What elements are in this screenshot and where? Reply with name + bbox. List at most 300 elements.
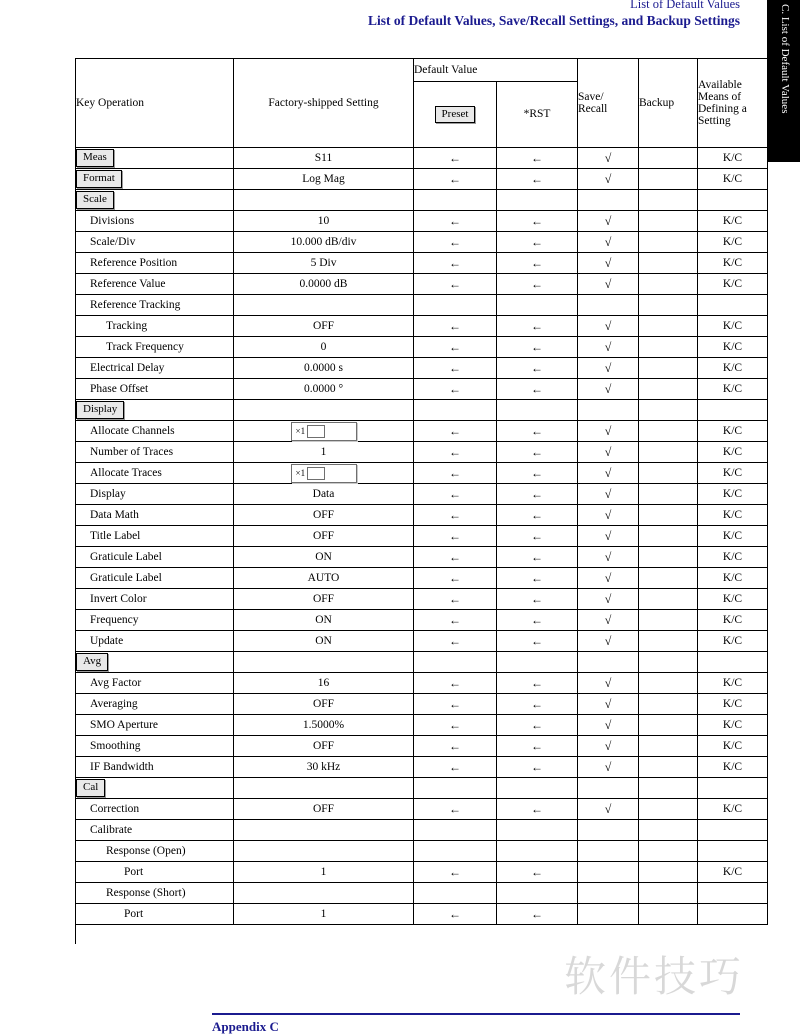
row-default-preset: ← <box>414 148 497 169</box>
row-save-recall: √ <box>578 736 639 757</box>
row-backup <box>639 694 698 715</box>
row-key-operation: Response (Open) <box>76 841 234 862</box>
table-row <box>76 841 768 862</box>
row-backup <box>639 148 698 169</box>
row-default-preset: ← <box>414 736 497 757</box>
row-default-rst <box>497 883 578 904</box>
allocate-layout-icon: ×1 <box>291 464 357 483</box>
side-tab <box>767 0 800 162</box>
row-default-preset: ← <box>414 589 497 610</box>
row-factory-setting: Log Mag <box>234 169 414 190</box>
row-key-operation: Divisions <box>76 211 234 232</box>
row-factory-setting <box>234 820 414 841</box>
row-default-rst: ← <box>497 631 578 652</box>
row-key-operation: IF Bandwidth <box>76 757 234 778</box>
footer-rule <box>212 1013 740 1015</box>
row-means: K/C <box>698 568 768 589</box>
row-default-preset: ← <box>414 421 497 442</box>
table-left-edge-continuation <box>75 900 76 944</box>
table-row <box>76 799 768 820</box>
allocate-layout-icon: ×1 <box>291 422 357 441</box>
row-factory-setting: 1.5000% <box>234 715 414 736</box>
row-default-preset: ← <box>414 463 497 484</box>
row-factory-setting: 16 <box>234 673 414 694</box>
row-save-recall: √ <box>578 673 639 694</box>
row-factory-setting: 5 Div <box>234 253 414 274</box>
row-default-preset <box>414 652 497 673</box>
row-default-rst: ← <box>497 610 578 631</box>
row-factory-setting: 0.0000 s <box>234 358 414 379</box>
means-line4: Setting <box>698 115 731 127</box>
row-save-recall: √ <box>578 232 639 253</box>
row-key-operation: Track Frequency <box>76 337 234 358</box>
row-save-recall: √ <box>578 589 639 610</box>
row-means: K/C <box>698 631 768 652</box>
row-key-operation: Graticule Label <box>76 547 234 568</box>
row-factory-setting: 1 <box>234 904 414 925</box>
row-default-preset: ← <box>414 442 497 463</box>
row-save-recall: √ <box>578 169 639 190</box>
row-default-rst: ← <box>497 673 578 694</box>
row-default-rst <box>497 652 578 673</box>
row-backup <box>639 421 698 442</box>
row-backup <box>639 295 698 316</box>
save-recall-line1: Save/ <box>578 91 604 103</box>
row-means: K/C <box>698 442 768 463</box>
row-save-recall: √ <box>578 442 639 463</box>
row-default-preset: ← <box>414 757 497 778</box>
row-key-operation: Avg Factor <box>76 673 234 694</box>
row-default-rst: ← <box>497 169 578 190</box>
row-key-operation: Response (Short) <box>76 883 234 904</box>
row-key-operation: Calibrate <box>76 820 234 841</box>
table-row <box>76 442 768 463</box>
row-default-rst <box>497 295 578 316</box>
row-default-rst: ← <box>497 862 578 883</box>
row-backup <box>639 841 698 862</box>
softkey-label: Display <box>76 401 124 419</box>
row-factory-setting: 30 kHz <box>234 757 414 778</box>
row-default-rst: ← <box>497 505 578 526</box>
row-key-operation: Frequency <box>76 610 234 631</box>
row-default-preset: ← <box>414 211 497 232</box>
row-factory-setting <box>234 295 414 316</box>
row-default-preset <box>414 190 497 211</box>
row-save-recall: √ <box>578 505 639 526</box>
row-default-rst <box>497 778 578 799</box>
row-means: K/C <box>698 148 768 169</box>
column-header-preset <box>414 81 497 147</box>
row-factory-setting: OFF <box>234 736 414 757</box>
row-default-rst: ← <box>497 274 578 295</box>
row-factory-setting: 10.000 dB/div <box>234 232 414 253</box>
row-save-recall: √ <box>578 253 639 274</box>
row-save-recall: √ <box>578 568 639 589</box>
table-row <box>76 673 768 694</box>
row-default-rst: ← <box>497 379 578 400</box>
row-means: K/C <box>698 463 768 484</box>
row-means: K/C <box>698 799 768 820</box>
row-backup <box>639 463 698 484</box>
row-default-preset <box>414 778 497 799</box>
row-means: K/C <box>698 379 768 400</box>
row-key-operation <box>76 400 234 421</box>
softkey-label: Format <box>76 170 122 188</box>
row-default-preset: ← <box>414 169 497 190</box>
table-row <box>76 190 768 211</box>
table-row <box>76 505 768 526</box>
page-header <box>0 0 800 40</box>
row-default-preset: ← <box>414 232 497 253</box>
row-save-recall: √ <box>578 379 639 400</box>
row-key-operation: SMO Aperture <box>76 715 234 736</box>
watermark: 软件技巧 <box>563 952 744 1001</box>
row-save-recall: √ <box>578 610 639 631</box>
row-save-recall <box>578 841 639 862</box>
row-save-recall <box>578 904 639 925</box>
row-default-preset <box>414 295 497 316</box>
row-factory-setting: ON <box>234 610 414 631</box>
row-means <box>698 883 768 904</box>
table-body <box>76 148 768 925</box>
row-backup <box>639 589 698 610</box>
row-backup <box>639 652 698 673</box>
table-row <box>76 484 768 505</box>
row-backup <box>639 799 698 820</box>
row-save-recall <box>578 295 639 316</box>
row-default-rst: ← <box>497 799 578 820</box>
row-means: K/C <box>698 358 768 379</box>
row-default-preset: ← <box>414 484 497 505</box>
row-means <box>698 841 768 862</box>
softkey-label: Scale <box>76 191 114 209</box>
row-factory-setting <box>234 841 414 862</box>
side-tab-label: C. List of Default Values <box>779 4 791 114</box>
row-default-preset: ← <box>414 799 497 820</box>
row-default-rst: ← <box>497 526 578 547</box>
row-default-preset: ← <box>414 694 497 715</box>
row-default-rst: ← <box>497 715 578 736</box>
row-save-recall: √ <box>578 211 639 232</box>
row-save-recall: √ <box>578 715 639 736</box>
table-row <box>76 316 768 337</box>
row-key-operation: Reference Value <box>76 274 234 295</box>
row-factory-setting: S11 <box>234 148 414 169</box>
table-row <box>76 652 768 673</box>
row-default-preset: ← <box>414 673 497 694</box>
row-means: K/C <box>698 589 768 610</box>
row-save-recall: √ <box>578 463 639 484</box>
row-means <box>698 295 768 316</box>
row-default-rst: ← <box>497 442 578 463</box>
row-backup <box>639 526 698 547</box>
row-save-recall <box>578 778 639 799</box>
table-row <box>76 295 768 316</box>
column-header-default-value: Default Value <box>414 59 578 82</box>
row-means: K/C <box>698 505 768 526</box>
table-row <box>76 211 768 232</box>
row-factory-setting: OFF <box>234 799 414 820</box>
row-factory-setting <box>234 400 414 421</box>
row-default-preset: ← <box>414 862 497 883</box>
row-backup <box>639 358 698 379</box>
row-save-recall: √ <box>578 358 639 379</box>
row-key-operation: Smoothing <box>76 736 234 757</box>
row-key-operation <box>76 190 234 211</box>
row-key-operation: Correction <box>76 799 234 820</box>
row-backup <box>639 673 698 694</box>
row-default-rst: ← <box>497 736 578 757</box>
row-key-operation <box>76 652 234 673</box>
preset-key-label: Preset <box>435 106 476 124</box>
row-means <box>698 820 768 841</box>
table-row <box>76 778 768 799</box>
row-backup <box>639 568 698 589</box>
row-default-rst <box>497 841 578 862</box>
row-backup <box>639 274 698 295</box>
row-key-operation: Scale/Div <box>76 232 234 253</box>
row-default-rst <box>497 400 578 421</box>
table-row <box>76 736 768 757</box>
row-save-recall <box>578 190 639 211</box>
row-factory-setting <box>234 883 414 904</box>
row-default-rst: ← <box>497 148 578 169</box>
row-default-rst: ← <box>497 316 578 337</box>
row-key-operation: Phase Offset <box>76 379 234 400</box>
row-backup <box>639 484 698 505</box>
row-backup <box>639 883 698 904</box>
row-default-preset: ← <box>414 274 497 295</box>
row-save-recall: √ <box>578 484 639 505</box>
row-backup <box>639 400 698 421</box>
table-row <box>76 463 768 484</box>
row-default-preset: ← <box>414 253 497 274</box>
row-factory-setting <box>234 463 414 484</box>
row-default-rst: ← <box>497 757 578 778</box>
row-factory-setting: 0.0000 dB <box>234 274 414 295</box>
row-default-rst: ← <box>497 232 578 253</box>
column-header-backup: Backup <box>639 59 698 148</box>
row-factory-setting <box>234 421 414 442</box>
row-save-recall: √ <box>578 421 639 442</box>
row-save-recall <box>578 652 639 673</box>
row-default-rst: ← <box>497 358 578 379</box>
softkey-label: Cal <box>76 779 105 797</box>
row-backup <box>639 547 698 568</box>
row-default-rst: ← <box>497 694 578 715</box>
row-means: K/C <box>698 316 768 337</box>
row-means: K/C <box>698 526 768 547</box>
row-backup <box>639 190 698 211</box>
table-row <box>76 883 768 904</box>
row-default-rst: ← <box>497 484 578 505</box>
row-save-recall <box>578 883 639 904</box>
row-factory-setting: 1 <box>234 862 414 883</box>
table-row <box>76 169 768 190</box>
row-means: K/C <box>698 547 768 568</box>
row-default-rst: ← <box>497 463 578 484</box>
table-row <box>76 820 768 841</box>
running-head: List of Default Values <box>630 0 740 11</box>
row-save-recall: √ <box>578 337 639 358</box>
row-default-preset: ← <box>414 631 497 652</box>
table-row <box>76 547 768 568</box>
row-factory-setting <box>234 778 414 799</box>
table-row <box>76 526 768 547</box>
row-save-recall <box>578 862 639 883</box>
row-key-operation: Graticule Label <box>76 568 234 589</box>
row-save-recall: √ <box>578 547 639 568</box>
table-row <box>76 715 768 736</box>
softkey-label: Meas <box>76 149 114 167</box>
row-key-operation <box>76 148 234 169</box>
row-key-operation: Display <box>76 484 234 505</box>
row-factory-setting: OFF <box>234 694 414 715</box>
row-factory-setting: AUTO <box>234 568 414 589</box>
row-key-operation: Data Math <box>76 505 234 526</box>
column-header-key-operation: Key Operation <box>76 59 234 148</box>
row-default-rst <box>497 190 578 211</box>
means-line3: Defining a <box>698 103 747 115</box>
row-factory-setting: ON <box>234 631 414 652</box>
table-row <box>76 694 768 715</box>
save-recall-line2: Recall <box>578 103 608 115</box>
row-save-recall: √ <box>578 274 639 295</box>
row-key-operation: Update <box>76 631 234 652</box>
table-header <box>76 59 768 148</box>
table-row <box>76 274 768 295</box>
table-row <box>76 421 768 442</box>
row-factory-setting: Data <box>234 484 414 505</box>
row-backup <box>639 232 698 253</box>
row-means: K/C <box>698 694 768 715</box>
table-row <box>76 358 768 379</box>
row-backup <box>639 169 698 190</box>
table-row <box>76 589 768 610</box>
row-default-rst: ← <box>497 337 578 358</box>
row-save-recall: √ <box>578 526 639 547</box>
table-row <box>76 904 768 925</box>
row-factory-setting <box>234 652 414 673</box>
row-backup <box>639 757 698 778</box>
row-save-recall: √ <box>578 631 639 652</box>
row-default-rst <box>497 820 578 841</box>
row-key-operation: Averaging <box>76 694 234 715</box>
row-means: K/C <box>698 736 768 757</box>
row-default-rst: ← <box>497 211 578 232</box>
row-means <box>698 904 768 925</box>
row-backup <box>639 505 698 526</box>
default-values-table <box>75 58 747 925</box>
row-save-recall: √ <box>578 799 639 820</box>
row-default-preset: ← <box>414 337 497 358</box>
row-save-recall: √ <box>578 148 639 169</box>
means-line2: Means of <box>698 91 742 103</box>
row-default-preset: ← <box>414 505 497 526</box>
column-header-save-recall <box>578 59 639 148</box>
row-means: K/C <box>698 337 768 358</box>
row-backup <box>639 631 698 652</box>
row-factory-setting: OFF <box>234 589 414 610</box>
row-default-preset: ← <box>414 568 497 589</box>
row-means: K/C <box>698 253 768 274</box>
row-backup <box>639 715 698 736</box>
table-row <box>76 610 768 631</box>
row-default-preset <box>414 400 497 421</box>
row-save-recall <box>578 820 639 841</box>
row-key-operation <box>76 778 234 799</box>
row-factory-setting: 1 <box>234 442 414 463</box>
row-means: K/C <box>698 715 768 736</box>
row-means: K/C <box>698 232 768 253</box>
row-means: K/C <box>698 757 768 778</box>
row-key-operation: Allocate Traces <box>76 463 234 484</box>
row-means: K/C <box>698 169 768 190</box>
row-default-rst: ← <box>497 589 578 610</box>
row-key-operation: Allocate Channels <box>76 421 234 442</box>
page-title: List of Default Values, Save/Recall Settings, and Backup Settings <box>367 13 740 28</box>
row-means: K/C <box>698 421 768 442</box>
row-factory-setting <box>234 190 414 211</box>
row-means <box>698 778 768 799</box>
row-default-preset: ← <box>414 715 497 736</box>
table-row <box>76 337 768 358</box>
means-line1: Available <box>698 79 742 91</box>
row-backup <box>639 316 698 337</box>
row-key-operation: Electrical Delay <box>76 358 234 379</box>
row-save-recall: √ <box>578 757 639 778</box>
table-row <box>76 148 768 169</box>
table-row <box>76 253 768 274</box>
column-header-rst: *RST <box>497 81 578 147</box>
table-row <box>76 757 768 778</box>
table-row <box>76 400 768 421</box>
row-default-preset: ← <box>414 379 497 400</box>
row-save-recall <box>578 400 639 421</box>
row-backup <box>639 610 698 631</box>
row-backup <box>639 904 698 925</box>
row-means: K/C <box>698 274 768 295</box>
row-means: K/C <box>698 484 768 505</box>
table-row <box>76 631 768 652</box>
row-save-recall: √ <box>578 316 639 337</box>
row-key-operation: Port <box>76 862 234 883</box>
row-default-preset: ← <box>414 610 497 631</box>
row-means <box>698 400 768 421</box>
row-backup <box>639 736 698 757</box>
row-means <box>698 190 768 211</box>
column-header-means <box>698 59 768 148</box>
row-default-preset <box>414 820 497 841</box>
row-key-operation: Title Label <box>76 526 234 547</box>
row-key-operation: Tracking <box>76 316 234 337</box>
row-backup <box>639 442 698 463</box>
row-default-preset: ← <box>414 526 497 547</box>
row-means: K/C <box>698 211 768 232</box>
row-factory-setting: OFF <box>234 316 414 337</box>
row-default-preset: ← <box>414 358 497 379</box>
row-means <box>698 652 768 673</box>
row-key-operation: Reference Tracking <box>76 295 234 316</box>
row-backup <box>639 253 698 274</box>
softkey-label: Avg <box>76 653 108 671</box>
row-default-rst: ← <box>497 421 578 442</box>
row-default-preset: ← <box>414 904 497 925</box>
row-means: K/C <box>698 862 768 883</box>
row-backup <box>639 337 698 358</box>
row-default-preset: ← <box>414 316 497 337</box>
table-row <box>76 232 768 253</box>
